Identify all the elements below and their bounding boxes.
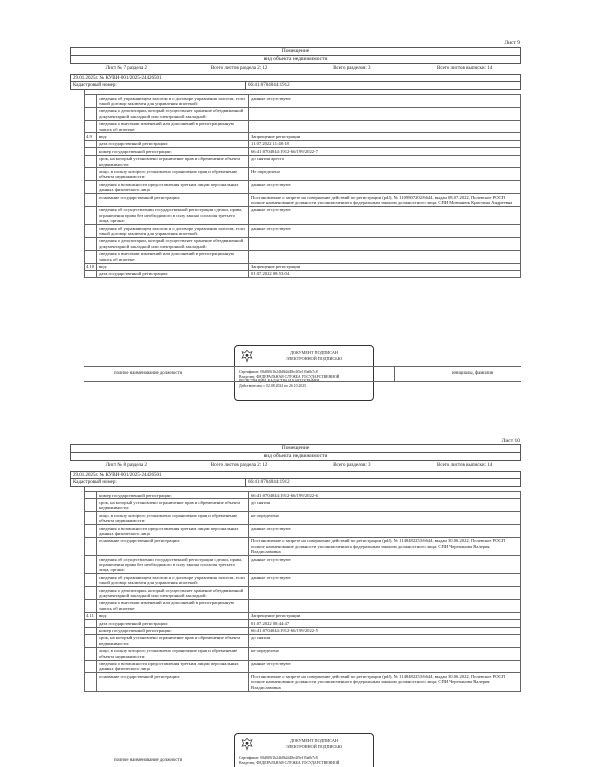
object-type-caption: вид объекта недвижимости [71, 55, 520, 63]
stamp-owner: Владелец: ФЕДЕРАЛЬНАЯ СЛУЖБА ГОСУДАРСТВЕННОЙ [239, 760, 340, 765]
stamp-subtitle: ЭЛЕКТРОННОЙ ПОДПИСЬЮ [285, 744, 343, 749]
row-label: основание государственной регистрации: [97, 673, 249, 691]
row-value: 01.07.2022 08:44:47 [249, 620, 521, 627]
table-row [85, 612, 521, 619]
sheets-in-section: Всего листов раздела 2: 12 [210, 463, 268, 468]
row-number [85, 537, 97, 555]
footer-divider [234, 367, 235, 381]
row-value: Запрещение регистрации [249, 612, 521, 619]
row-number [85, 120, 97, 133]
row-value: до снятия [249, 499, 521, 512]
row-value: данные отсутствуют [249, 206, 521, 224]
row-number [85, 627, 97, 634]
row-value: данные отсутствуют [249, 556, 521, 574]
row-label: номер государственной регистрации: [97, 492, 249, 499]
encumbrance-table-page-2 [84, 491, 521, 692]
cadastral-row [70, 479, 521, 487]
table-row [85, 525, 521, 538]
row-label: номер государственной регистрации: [97, 148, 249, 155]
table-row [85, 155, 521, 168]
row-value: данные отсутствуют [249, 95, 521, 108]
table-row [85, 634, 521, 647]
object-type: Помещение [281, 445, 310, 451]
table-row [85, 168, 521, 181]
row-value: 66:41:0704044:1912-66/199/2022-5 [249, 627, 521, 634]
position-caption: полное наименование должности [114, 758, 183, 763]
table-row [85, 250, 521, 263]
sheets-in-section: Всего листов раздела 2: 12 [210, 66, 268, 71]
row-number [85, 148, 97, 155]
table-row [85, 556, 521, 574]
document-reference: 29.01.2025г. № КУВИ-001/2025-24426501 [70, 471, 521, 479]
row-label: сведения об управляющем залогом и о договоре управления залогом, если такой договор заключен для управления ипотекой: [97, 574, 249, 587]
stamp-certificate: Сертификат: 00d8f0f1b24b8b2d48e4f5e1f5a6b7c8 [239, 370, 318, 374]
table-row [85, 599, 521, 612]
row-label: сведения об осуществлении государственной регистрации сделки, права, ограничения права без необходимого в силу закона согласия третьего лица, органа: [97, 556, 249, 574]
cadastral-row [70, 82, 521, 90]
table-row [85, 660, 521, 673]
row-number [85, 512, 97, 525]
row-value: 66:41:0704044:1912-66/199/2022-7 [249, 148, 521, 155]
table-row [85, 492, 521, 499]
row-label: сведения о возможности предоставления третьим лицам персональных данных физического лица [97, 181, 249, 194]
object-header [70, 444, 521, 461]
stamp-owner: Владелец: ФЕДЕРАЛЬНАЯ СЛУЖБА ГОСУДАРСТВЕННОЙ [239, 374, 340, 379]
table-row [85, 270, 521, 277]
row-value [249, 107, 521, 120]
row-number [85, 647, 97, 660]
row-number [85, 673, 97, 691]
table-row [85, 206, 521, 224]
row-number [85, 155, 97, 168]
row-value: до снятия ареста [249, 155, 521, 168]
table-row [85, 237, 521, 250]
table-row [85, 620, 521, 627]
row-number: 4.11 [85, 612, 97, 619]
row-value: данные отсутствуют [249, 660, 521, 673]
stamp-certificate: Сертификат: 00d8f0f1b24b8b2d48e4f5e1f5a6b7c8 [239, 756, 318, 760]
table-row [85, 194, 521, 207]
row-value [249, 250, 521, 263]
table-row [85, 587, 521, 600]
initials-caption: инициалы, фамилия [451, 371, 493, 376]
object-header [70, 47, 521, 64]
row-number [85, 95, 97, 108]
row-number [85, 556, 97, 574]
row-label: дата государственной регистрации: [97, 270, 249, 277]
row-label: сведения о депозитарии, который осуществляет хранение обездвиженной документарной закладной или электронной закладной: [97, 587, 249, 600]
sheet-section: Лист № 8 раздела 2 [105, 463, 148, 468]
row-value: 01.07.2022 08:53:04 [249, 270, 521, 277]
cadastral-label: Кадастровый номер: [71, 82, 246, 89]
object-type-caption: вид объекта недвижимости [71, 452, 520, 460]
row-label: сведения об управляющем залогом и о договоре управления залогом, если такой договор заключен для управления ипотекой: [97, 95, 249, 108]
sheet-label: Лист 9 [504, 40, 520, 46]
row-label: срок, на который установлено ограничение прав и обременение объекта недвижимости: [97, 499, 249, 512]
table-row [85, 140, 521, 147]
total-sheets: Всего листов выписки: 14 [437, 66, 493, 71]
position-caption: полное наименование должности [114, 371, 183, 376]
row-number [85, 250, 97, 263]
row-number [85, 140, 97, 147]
stamp-details [239, 756, 339, 765]
table-row [85, 95, 521, 108]
object-type: Помещение [281, 48, 310, 54]
row-label: сведения о депозитарии, который осуществляет хранение обездвиженной документарной закладной или электронной закладной: [97, 107, 249, 120]
row-number [85, 194, 97, 207]
row-label: основание государственной регистрации: [97, 194, 249, 207]
row-number [85, 599, 97, 612]
row-value: не определено [249, 647, 521, 660]
table-row [85, 148, 521, 155]
row-label: вид: [97, 612, 249, 619]
stamp-owner-cont: РЕГИСТРАЦИИ, КАДАСТРА И КАРТОГРАФИИ [239, 379, 320, 384]
row-label: основание государственной регистрации: [97, 537, 249, 555]
signature-footer [84, 366, 521, 382]
cadastral-label: Кадастровый номер: [71, 479, 246, 486]
footer-divider [394, 367, 395, 381]
row-value [249, 237, 521, 250]
row-label: дата государственной регистрации: [97, 140, 249, 147]
coat-of-arms-icon [240, 737, 254, 751]
row-label: срок, на который установлено ограничение прав и обременение объекта недвижимости: [97, 634, 249, 647]
table-row [85, 647, 521, 660]
row-number [85, 181, 97, 194]
table-row [85, 133, 521, 140]
row-value: Постановление о запрете на совершение действий по регистрации (pdf), № 1148482253/6644, выдан 30.06.2022, Полевское РОСП полное наименование должности уполномоченного федеральным законом должностного лица: СПИ Черепанова Валерия Владиславовна [249, 537, 521, 555]
table-row [85, 537, 521, 555]
row-value [249, 599, 521, 612]
row-value [249, 587, 521, 600]
table-row [85, 120, 521, 133]
row-number [85, 525, 97, 538]
row-number [85, 270, 97, 277]
coat-of-arms-icon [240, 349, 254, 363]
sheet-section: Лист № 7 раздела 2 [105, 66, 148, 71]
table-row [85, 225, 521, 238]
row-value: Постановление о запрете на совершение действий по регистрации (pdf), № 1148482253/6644, выдан 30.06.2022, Полевское РОСП полное наименование должности уполномоченного федеральным законом должностного лица: СПИ Черепанова Валерия Владиславовна [249, 673, 521, 691]
row-label: сведения об управляющем залогом и о договоре управления залогом, если такой договор заключен для управления ипотекой: [97, 225, 249, 238]
row-label: сведения о возможности предоставления третьим лицам персональных данных физического лица [97, 525, 249, 538]
document-page-2 [0, 432, 592, 767]
row-label: сведения о депозитарии, который осуществляет хранение обездвиженной документарной закладной или электронной закладной: [97, 237, 249, 250]
row-label: лицо, в пользу которого установлено ограничение прав и обременение объекта недвижимости: [97, 512, 249, 525]
row-label: сведения о внесении изменений или дополнений в регистрационную запись об ипотеке: [97, 599, 249, 612]
row-value: данные отсутствуют [249, 574, 521, 587]
row-label: сведения об осуществлении государственной регистрации сделки, права, ограничения права без необходимого в силу закона согласия третьего лица, органа: [97, 206, 249, 224]
row-number [85, 574, 97, 587]
row-label: лицо, в пользу которого установлено ограничение прав и обременение объекта недвижимости: [97, 647, 249, 660]
row-number: 4.10 [85, 263, 97, 270]
row-number [85, 587, 97, 600]
row-number [85, 620, 97, 627]
row-label: сведения о внесении изменений или дополнений в регистрационную запись об ипотеке: [97, 120, 249, 133]
sheet-info-row [70, 462, 521, 470]
stamp-subtitle: ЭЛЕКТРОННОЙ ПОДПИСЬЮ [285, 356, 343, 361]
row-label: вид: [97, 133, 249, 140]
row-number [85, 492, 97, 499]
row-number [85, 237, 97, 250]
row-label: номер государственной регистрации: [97, 627, 249, 634]
row-number [85, 225, 97, 238]
row-label: сведения о возможности предоставления третьим лицам персональных данных физического лица [97, 660, 249, 673]
row-value: 66:41:0704044:1912-66/199/2022-6 [249, 492, 521, 499]
row-label: дата государственной регистрации: [97, 620, 249, 627]
table-row [85, 499, 521, 512]
row-number [85, 499, 97, 512]
sections-count: Всего разделов: 3 [333, 66, 371, 71]
row-value: данные отсутствуют [249, 225, 521, 238]
table-row [85, 263, 521, 270]
row-number [85, 107, 97, 120]
table-row [85, 512, 521, 525]
row-number [85, 634, 97, 647]
e-signature-stamp [234, 733, 374, 767]
row-number [85, 660, 97, 673]
encumbrance-table-page-1 [84, 94, 521, 278]
row-value: Постановление о запрете на совершение действий по регистрации (pdf), № 1109807202/6644, выдан 08.07.2022, Полевское РОСП полное наименование должности уполномоченного федеральным законом должностного лица: СПИ Мовчанюк Кристина Андреевна [249, 194, 521, 207]
stamp-title: ДОКУМЕНТ ПОДПИСАН [290, 738, 338, 743]
sheet-label: Лист 10 [501, 438, 520, 444]
cadastral-value: 66:41:0704044:1912 [248, 480, 290, 485]
cadastral-value: 66:41:0704044:1912 [248, 83, 290, 88]
stamp-title: ДОКУМЕНТ ПОДПИСАН [290, 350, 338, 355]
table-row [85, 181, 521, 194]
table-row [85, 673, 521, 691]
document-reference: 29.01.2025г. № КУВИ-001/2025-24426501 [70, 74, 521, 82]
table-row [85, 627, 521, 634]
row-value: Запрещение регистрации [249, 263, 521, 270]
row-value: до снятия [249, 634, 521, 647]
row-value: не определено [249, 512, 521, 525]
row-value: Запрещение регистрации [249, 133, 521, 140]
row-value: данные отсутствуют [249, 181, 521, 194]
total-sheets: Всего листов выписки: 14 [437, 463, 493, 468]
row-value [249, 120, 521, 133]
row-number [85, 168, 97, 181]
row-value: 11.07.2022 11:48:18 [249, 140, 521, 147]
stamp-validity: Действителен: с 02.08.2024 по 26.10.2025 [239, 383, 307, 388]
row-value: данные отсутствуют [249, 525, 521, 538]
row-number: 4.9 [85, 133, 97, 140]
row-label: лицо, в пользу которого установлено ограничение прав и обременение объекта недвижимости: [97, 168, 249, 181]
row-value: Не определено [249, 168, 521, 181]
sections-count: Всего разделов: 3 [333, 463, 371, 468]
sheet-info-row [70, 65, 521, 73]
table-row [85, 107, 521, 120]
row-number [85, 206, 97, 224]
row-label: сведения о внесении изменений или дополнений в регистрационную запись об ипотеке: [97, 250, 249, 263]
table-row [85, 574, 521, 587]
row-label: вид: [97, 263, 249, 270]
row-label: срок, на который установлено ограничение прав и обременение объекта недвижимости: [97, 155, 249, 168]
